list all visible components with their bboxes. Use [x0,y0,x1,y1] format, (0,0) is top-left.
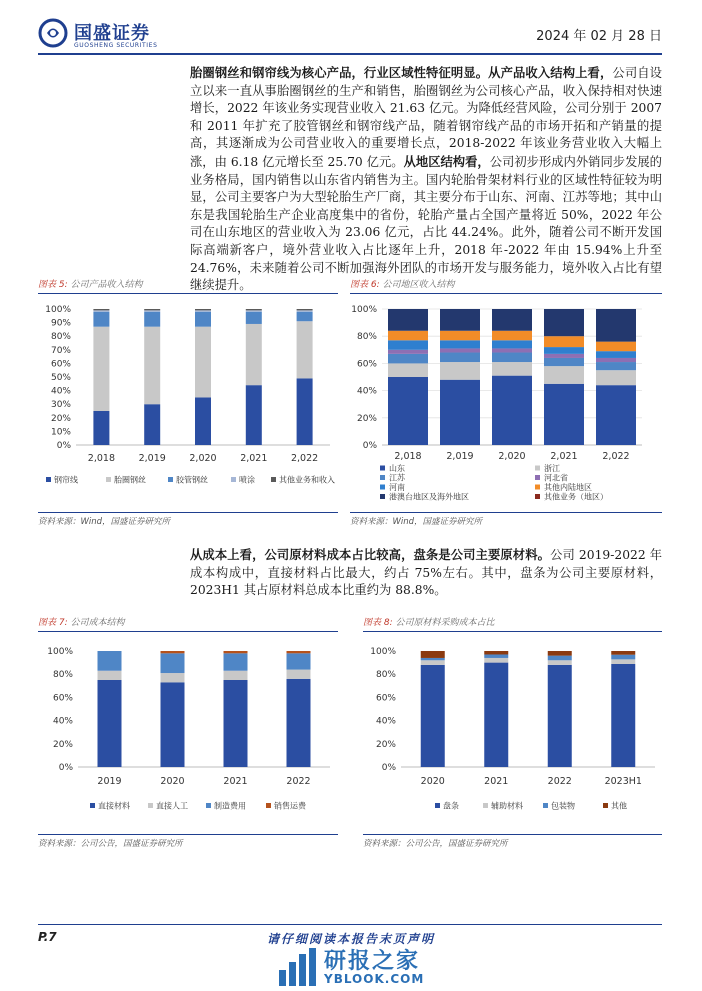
y-tick-label: 20% [52,739,73,750]
bar-segment [596,342,636,352]
bar-segment [224,651,248,653]
bar-segment [484,658,508,663]
legend-label: 胶管钢丝 [176,475,208,485]
legend-label: 江苏 [389,473,405,483]
logo-text: 国盛证券 [74,23,150,44]
bar-segment [596,309,636,342]
body-paragraph-cost [190,546,662,600]
bar-segment [611,651,635,655]
bar-segment [596,362,636,370]
y-tick-label: 60% [50,359,71,370]
bar-segment [93,309,109,310]
bar-segment [492,340,532,348]
x-tick-label: 2020 [420,776,445,787]
y-tick-label: 20% [356,413,377,424]
y-tick-label: 0% [56,441,71,451]
bar-segment [440,348,480,352]
source-rule [350,512,662,513]
legend-swatch [266,803,271,808]
bar-segment [388,309,428,331]
bar-segment [492,309,532,331]
legend-swatch [271,477,276,482]
bar-segment [144,310,160,311]
y-tick-label: 0% [381,763,396,773]
product-revenue-chart [38,299,338,509]
bar-segment [388,340,428,350]
bar-segment [611,655,635,660]
legend-label: 河北省 [544,473,568,483]
bar-segment [246,324,262,385]
figure-rule [363,631,662,632]
y-tick-label: 70% [50,345,71,356]
legend-swatch [603,803,608,808]
bar-segment [93,312,109,327]
legend-label: 辅助材料 [491,801,523,811]
figure-title: 图表 7: 公司成本结构 [38,618,125,628]
y-tick-label: 40% [375,716,396,727]
figure-rule [38,293,338,294]
legend-label: 其他业务和收入 [279,475,335,485]
x-tick-label: 2022 [286,776,311,787]
bar-segment [297,321,313,378]
paragraph-lead: 胎圈钢丝和钢帘线为核心产品，行业区域性特征明显。从产品收入结构上看， [190,65,613,80]
bar-segment [611,659,635,664]
y-tick-label: 0% [58,763,73,773]
figure-source: 资料来源：公司公告，国盛证券研究所 [363,839,508,849]
bar-segment [484,651,508,654]
y-tick-label: 40% [50,386,71,397]
x-tick-label: 2023H1 [604,776,642,787]
legend-swatch [535,466,540,471]
y-tick-label: 100% [351,305,377,315]
bar-segment [287,670,311,679]
bar-segment [440,353,480,363]
x-tick-label: 2,019 [138,453,166,464]
y-tick-label: 50% [50,373,71,383]
y-tick-label: 80% [52,670,73,681]
legend-swatch [46,477,51,482]
bar-segment [544,309,584,336]
bar-segment [492,348,532,352]
bar-segment [544,358,584,366]
y-tick-label: 40% [356,386,377,397]
x-tick-label: 2021 [223,776,248,787]
company-logo [38,18,188,52]
x-tick-label: 2,022 [290,453,319,464]
bar-segment [161,651,185,653]
bar-segment [544,336,584,347]
legend-label: 钢帘线 [54,475,78,485]
source-rule [38,834,338,835]
bar-segment [548,656,572,661]
bar-segment [388,363,428,377]
watermark-url: YBLOOK.COM [324,972,425,986]
footer-divider [38,924,662,925]
figure-6 [350,277,662,527]
legend-label: 销售运费 [274,801,306,811]
bar-segment [611,664,635,767]
legend-label: 直接材料 [98,801,130,811]
figure-8 [363,615,662,850]
figure-title: 图表 6: 公司地区收入结构 [350,280,455,290]
bar-segment [161,673,185,682]
y-tick-label: 60% [356,359,377,370]
source-rule [363,834,662,835]
bar-segment [492,376,532,445]
figure-source: 资料来源：Wind，国盛证券研究所 [350,517,483,527]
logo-emblem-icon [38,18,68,48]
bar-segment [144,312,160,327]
cost-structure-chart [38,639,338,834]
y-tick-label: 80% [356,332,377,343]
figure-source: 资料来源：公司公告，国盛证券研究所 [38,839,183,849]
bar-segment [144,404,160,445]
watermark [276,944,466,990]
bar-segment [287,679,311,767]
x-tick-label: 2019 [97,776,122,787]
bar-segment [93,310,109,311]
bar-segment [548,665,572,767]
bar-segment [421,651,445,658]
legend-swatch [535,475,540,480]
bar-segment [195,310,211,311]
legend-label: 山东 [389,464,405,473]
bar-segment [421,658,445,660]
figure-title: 图表 8: 公司原材料采购成本占比 [363,618,495,628]
bar-segment [544,354,584,358]
material-cost-chart [363,639,662,834]
x-tick-label: 2,018 [394,451,422,462]
y-tick-label: 80% [50,332,71,343]
legend-label: 直接人工 [156,801,188,811]
bar-segment [484,663,508,767]
page-header [0,0,702,56]
region-revenue-chart [350,299,662,509]
figure-rule [38,631,338,632]
legend-label: 胎圈钢丝 [114,475,146,485]
paragraph-lead: 从地区结构看， [403,153,490,169]
bar-segment [388,377,428,445]
bar-segment [246,385,262,445]
legend-swatch [168,477,173,482]
x-tick-label: 2022 [547,776,572,787]
bar-segment [440,309,480,331]
bar-segment [388,354,428,364]
y-tick-label: 10% [50,427,71,438]
disclaimer-note: 请仔细阅读本报告末页声明 [266,932,435,946]
bar-segment [388,350,428,354]
bar-segment [287,651,311,653]
source-rule [38,512,338,513]
legend-label: 其他 [611,801,627,811]
x-tick-label: 2,020 [498,451,526,462]
x-tick-label: 2,018 [87,453,116,464]
bar-segment [548,651,572,656]
legend-swatch [90,803,95,808]
bar-segment [492,353,532,363]
bar-segment [596,370,636,385]
bar-segment [246,310,262,311]
bar-segment [98,651,122,671]
paragraph-text: 公司初步形成内外销同步发展的业务格局，国内销售以山东省内销售为主。国内轮胎骨架材料行业的区域性特征较为明显，公司主要客户为大型轮胎生产厂商，其主要分布于山东、河南、江苏等地；其中山东是我国轮胎生产企业高度集中的省份，轮胎产量占全国产量将近 50%，2022 年公司在山东地区的营业收入为 23.06 亿元，占比 44.24%。此外，随着公司不断开发国际高端新客户，境外营业收入占比逐年上升，2018 年-2022 年由 15.94%上升至 24.76%，未来随着公司不断加强海外团队的市场开发与服务能力，境外收入占比有望继续提升。 [190,154,662,293]
bar-segment [98,671,122,680]
bar-segment [297,310,313,311]
bar-segment [297,312,313,322]
legend-swatch [535,485,540,490]
bar-segment [484,654,508,657]
bar-segment [98,680,122,767]
legend-swatch [380,485,385,490]
bar-segment [297,378,313,445]
x-tick-label: 2,022 [602,451,630,462]
bar-segment [492,362,532,376]
y-tick-label: 30% [50,400,71,411]
bar-segment [224,671,248,680]
y-tick-label: 60% [375,693,396,704]
bar-segment [93,411,109,445]
bar-segment [195,397,211,445]
bar-segment [144,327,160,405]
legend-label: 包装物 [551,801,575,811]
legend-swatch [380,466,385,471]
y-tick-label: 100% [370,647,396,657]
legend-swatch [206,803,211,808]
bar-segment [195,309,211,310]
x-tick-label: 2,019 [446,451,474,462]
y-tick-label: 40% [52,716,73,727]
x-tick-label: 2,021 [240,453,268,464]
bar-segment [596,358,636,362]
figure-rule [350,293,662,294]
legend-swatch [231,477,236,482]
bar-segment [544,384,584,445]
figure-5 [38,277,338,527]
legend-label: 喷涂 [239,475,255,485]
bar-segment [596,351,636,358]
header-divider [38,53,662,55]
page-number: P.7 [38,930,57,944]
y-tick-label: 20% [50,413,71,424]
paragraph-lead: 从成本上看，公司原材料成本占比较高，盘条是公司主要原材料。 [190,547,551,562]
legend-swatch [106,477,111,482]
bar-segment [388,331,428,341]
y-tick-label: 60% [52,693,73,704]
paragraph-text: 公司 2019-2022 年成本构成中，直接材料占比最大，约占 75%左右。其中，盘条为公司主要原材料，2023H1 其占原材料总成本比重约为 88.8%。 [190,548,662,598]
bar-segment [224,653,248,670]
bar-segment [144,309,160,310]
x-tick-label: 2020 [160,776,185,787]
legend-swatch [483,803,488,808]
legend-label: 制造费用 [214,801,246,811]
y-tick-label: 0% [362,441,377,451]
figure-title: 图表 5: 公司产品收入结构 [38,280,143,290]
legend-label: 河南 [389,483,405,492]
bar-segment [596,385,636,445]
watermark-bars-icon [276,946,318,988]
paragraph-text: 公司自设立以来一直从事胎圈钢丝的生产和销售，胎圈钢丝为公司核心产品，收入保持相对快速增长，2022 年该业务实现营业收入 21.63 亿元。为降低经营风险，公司分别于 2007 和 2011 年扩充了胶管钢丝和钢帘线产品，随着钢帘线产品的市场开拓和产销量的提高，其逐渐成为公司营业收入的重要增长点，2018-2022 年该业务营业收入大幅上涨，由 6.18 亿元增长至 25.70 亿元。 [190,66,662,169]
bar-segment [195,327,211,398]
figure-7 [38,615,338,850]
bar-segment [93,327,109,411]
legend-label: 浙江 [544,464,560,473]
legend-swatch [535,494,540,499]
legend-swatch [435,803,440,808]
legend-swatch [543,803,548,808]
bar-segment [297,309,313,310]
bar-segment [246,309,262,310]
legend-swatch [380,494,385,499]
y-tick-label: 90% [50,318,71,329]
legend-label: 盘条 [443,801,459,811]
bar-segment [161,682,185,767]
bar-segment [544,347,584,354]
bar-segment [492,331,532,341]
bar-segment [161,653,185,673]
bar-segment [246,312,262,324]
figure-source: 资料来源：Wind，国盛证券研究所 [38,517,171,527]
bar-segment [440,362,480,380]
legend-swatch [148,803,153,808]
bar-segment [440,340,480,348]
bar-segment [287,653,311,669]
y-tick-label: 100% [45,305,71,315]
bar-segment [421,660,445,665]
legend-label: 港澳台地区及海外地区 [389,492,469,502]
body-paragraph-revenue [190,64,662,295]
bar-segment [544,366,584,384]
bar-segment [421,665,445,767]
legend-swatch [380,475,385,480]
y-tick-label: 20% [375,739,396,750]
logo-subtext: GUOSHENG SECURITIES [74,42,158,49]
legend-label: 其他内陆地区 [544,483,592,492]
bar-segment [548,660,572,665]
bar-segment [224,680,248,767]
x-tick-label: 2,020 [189,453,217,464]
report-date: 2024 年 02 月 28 日 [536,29,662,44]
x-tick-label: 2021 [484,776,509,787]
bar-segment [440,331,480,341]
legend-label: 其他业务（地区） [544,492,608,502]
y-tick-label: 80% [375,670,396,681]
watermark-text: 研报之家 [324,949,421,974]
x-tick-label: 2,021 [550,451,578,462]
bar-segment [195,312,211,327]
bar-segment [440,380,480,445]
y-tick-label: 100% [47,647,73,657]
